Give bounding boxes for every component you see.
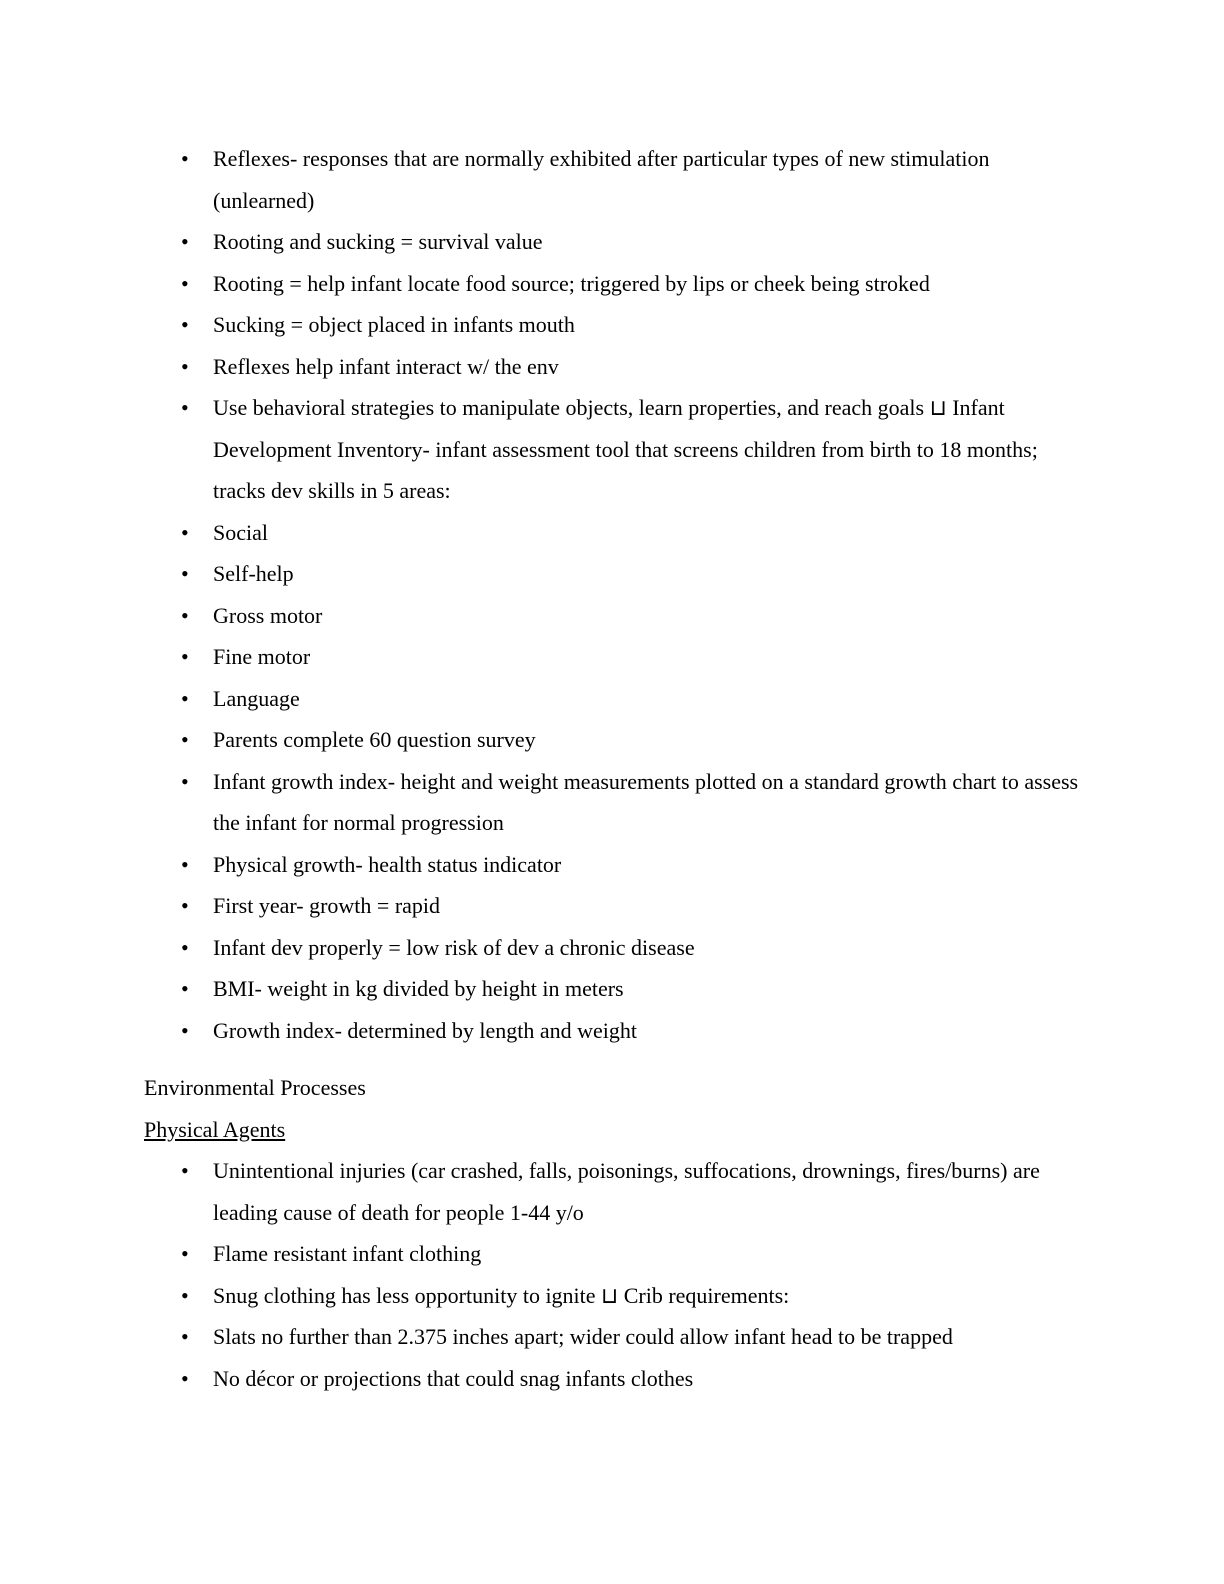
list-item: • Unintentional injuries (car crashed, falls, poisonings, suffocations, drownings, fires/burns) are leading cause of death for people 1-44 y/o <box>144 1150 1082 1233</box>
list-item: • Social <box>144 512 1082 554</box>
physical-agents-list <box>144 1150 1082 1399</box>
heading-physical-agents: Physical Agents <box>144 1116 286 1142</box>
list-item: • Fine motor <box>144 636 1082 678</box>
list-item: • BMI- weight in kg divided by height in meters <box>144 968 1082 1010</box>
list-item: • Rooting and sucking = survival value <box>144 221 1082 263</box>
list-item: • Growth index- determined by length and weight <box>144 1010 1082 1052</box>
list-item: • Gross motor <box>144 595 1082 637</box>
heading-environmental-processes: Environmental Processes <box>144 1075 366 1100</box>
list-item: • Flame resistant infant clothing <box>144 1233 1082 1275</box>
list-item: • Language <box>144 678 1082 720</box>
list-item: • First year- growth = rapid <box>144 885 1082 927</box>
list-item: • Reflexes- responses that are normally exhibited after particular types of new stimulation (unlearned) <box>144 138 1082 221</box>
list-item: • No décor or projections that could snag infants clothes <box>144 1358 1082 1400</box>
list-item: • Sucking = object placed in infants mouth <box>144 304 1082 346</box>
list-item: • Slats no further than 2.375 inches apart; wider could allow infant head to be trapped <box>144 1316 1082 1358</box>
list-item: • Use behavioral strategies to manipulate objects, learn properties, and reach goals ⊔ Infant Development Inventory- infant assessment tool that screens children from birth to 18 months; tracks dev skills in 5 areas: <box>144 387 1082 512</box>
infant-development-list <box>144 138 1082 1051</box>
list-item: • Reflexes help infant interact w/ the env <box>144 346 1082 388</box>
list-item: • Parents complete 60 question survey <box>144 719 1082 761</box>
list-item: • Infant dev properly = low risk of dev a chronic disease <box>144 927 1082 969</box>
list-item: • Rooting = help infant locate food source; triggered by lips or cheek being stroked <box>144 263 1082 305</box>
list-item: • Snug clothing has less opportunity to ignite ⊔ Crib requirements: <box>144 1275 1082 1317</box>
list-item: • Physical growth- health status indicator <box>144 844 1082 886</box>
list-item: • Infant growth index- height and weight measurements plotted on a standard growth chart to assess the infant for normal progression <box>144 761 1082 844</box>
list-item: • Self-help <box>144 553 1082 595</box>
